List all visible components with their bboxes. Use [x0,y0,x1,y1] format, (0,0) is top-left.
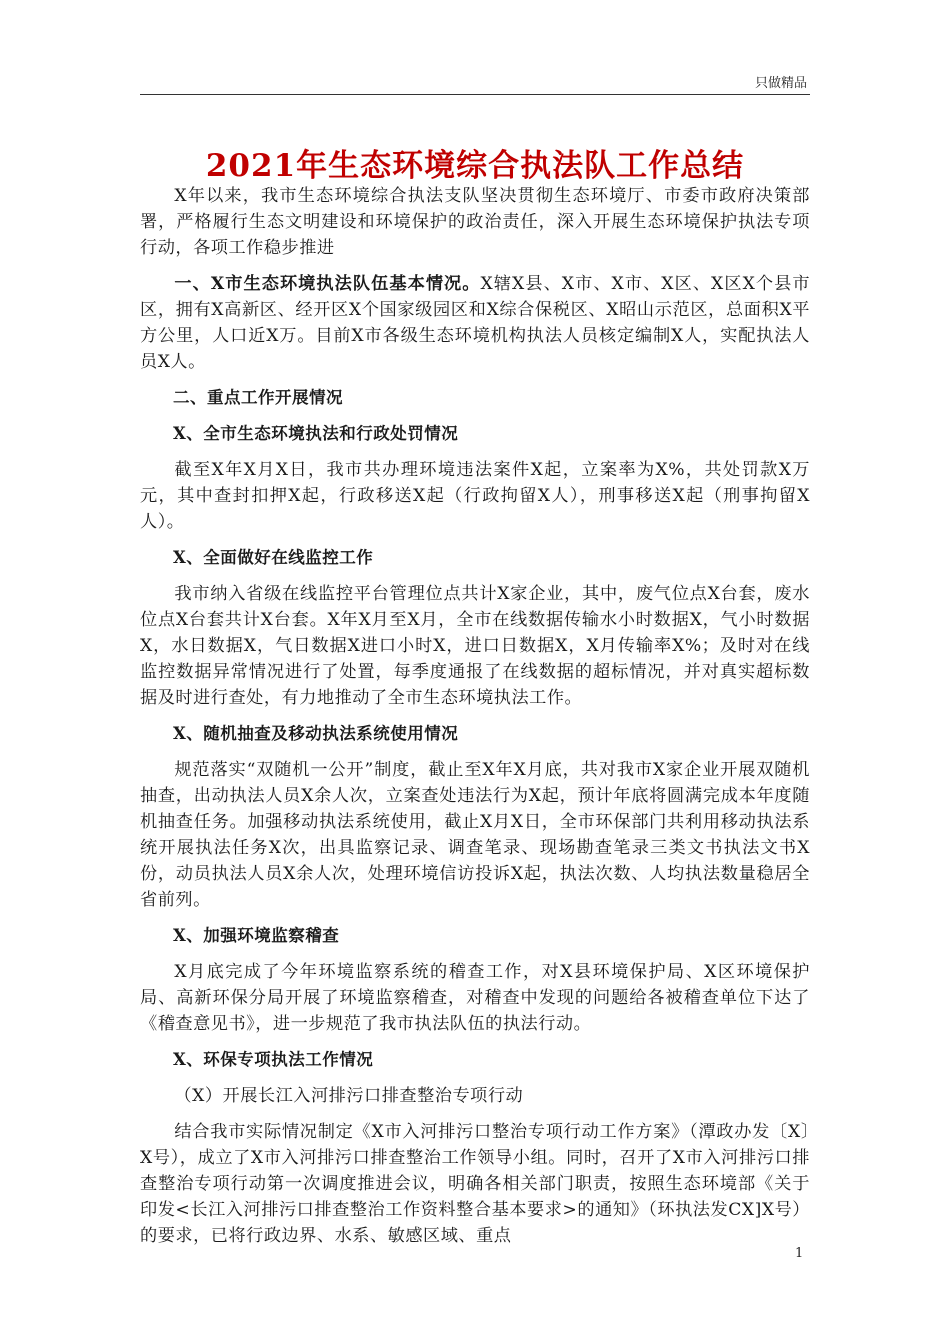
header-divider [140,94,810,95]
document-body [140,183,810,1259]
sub5-item: （X）开展长江入河排污口排查整治专项行动 [174,1086,524,1106]
page-number: 1 [795,1246,804,1261]
sub3-heading: X、随机抽查及移动执法系统使用情况 [173,724,459,743]
sub4-heading: X、加强环境监察稽查 [173,926,340,945]
sub1-heading: X、全市生态环境执法和行政处罚情况 [173,424,459,443]
section2-heading: 二、重点工作开展情况 [173,388,343,407]
section1-paragraph [140,271,810,375]
section1-heading: 一、X市生态环境执法队伍基本情况。 [174,274,481,294]
document-title: 2021年生态环境综合执法队工作总结 [205,148,745,184]
header-tagline: 只做精品 [754,76,807,91]
sub2-paragraph: 我市纳入省级在线监控平台管理位点共计X家企业，其中，废气位点X台套，废水位点X台套共计X台套。X年X月至X月，全市在线数据传输水小时数据X，气小时数据X，水日数据X，气日数据X进口小时X，进口日数据X，X月传输率X%；及时对在线监控数据异常情况进行了处置，每季度通报了在线数据的超标情况，并对真实超标数据及时进行查处，有力地推动了全市生态环境执法工作。 [140,584,810,708]
sub3-paragraph: 规范落实“双随机一公开”制度，截止至X年X月底，共对我市X家企业开展双随机抽查，出动执法人员X余人次，立案查处违法行为X起，预计年底将圆满完成本年度随机抽查任务。加强移动执法系统使用，截止X月X日，全市环保部门共利用移动执法系统开展执法任务X次，出具监察记录、调查笔录、现场勘查笔录三类文书执法文书X份，动员执法人员X余人次，处理环境信访投诉X起，执法次数、人均执法数量稳居全省前列。 [140,760,810,910]
sub5-paragraph: 结合我市实际情况制定《X市入河排污口整治专项行动工作方案》（潭政办发〔X〕X号），成立了X市入河排污口排查整治工作领导小组。同时，召开了X市入河排污口排查整治专项行动第一次调度推进会议，明确各相关部门职责，按照生态环境部《关于印发<长江入河排污口排查整治工作资料整合基本要求>的通知》（环执法发CX]X号）的要求，已将行政边界、水系、敏感区域、重点 [140,1122,810,1246]
section1-text: X辖X县、X市、X市、X区、X区X个县市区，拥有X高新区、经开区X个国家级园区和X综合保税区、X昭山示范区，总面积X平方公里，人口近X万。目前X市各级生态环境机构执法人员核定编制X人，实配执法人员X人。 [140,274,811,372]
sub2-heading: X、全面做好在线监控工作 [173,548,374,567]
sub5-heading: X、环保专项执法工作情况 [173,1050,374,1069]
sub4-paragraph: X月底完成了今年环境监察系统的稽查工作，对X县环境保护局、X区环境保护局、高新环保分局开展了环境监察稽查，对稽查中发现的问题给各被稽查单位下达了《稽查意见书》，进一步规范了我市执法队伍的执法行动。 [140,962,810,1034]
sub1-paragraph: 截至X年X月X日，我市共办理环境违法案件X起，立案率为X%，共处罚款X万元，其中查封扣押X起，行政移送X起（行政拘留X人），刑事移送X起（刑事拘留X人）。 [140,460,810,532]
intro-paragraph: X年以来，我市生态环境综合执法支队坚决贯彻生态环境厅、市委市政府决策部署，严格履行生态文明建设和环境保护的政治责任，深入开展生态环境保护执法专项行动，各项工作稳步推进 [140,186,810,258]
